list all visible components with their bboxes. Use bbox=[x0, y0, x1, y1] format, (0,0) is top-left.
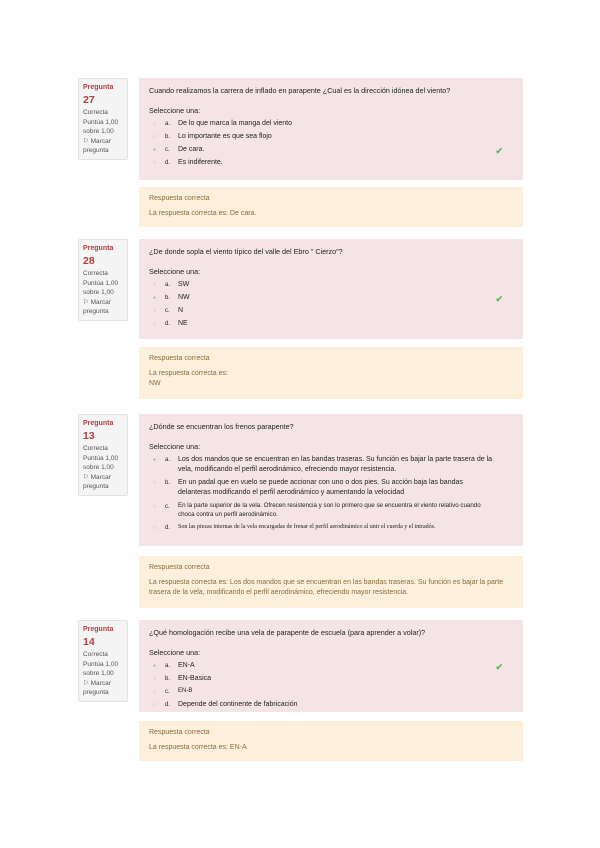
feedback-title: Respuesta correcta bbox=[149, 355, 210, 362]
flag-question-link[interactable]: ⚐ Marcar pregunta bbox=[83, 137, 111, 155]
question-status: Correcta bbox=[83, 651, 108, 659]
question-score-max: sobre 1,00 bbox=[83, 128, 114, 136]
answer-option[interactable]: ○ b. EN-Basica bbox=[153, 675, 212, 683]
check-icon: ✔ bbox=[495, 662, 503, 672]
question-score: Puntúa 1,00 bbox=[83, 660, 119, 668]
check-icon: ✔ bbox=[495, 146, 503, 157]
feedback-text: La respuesta correcta es: Los dos mandos que se encuentran en las bandas traseras. Su función es bajar la parte trasera de la vela, modificando el perfil aerodinámico, efreciendo mayor resistencia. bbox=[149, 578, 504, 596]
feedback-text: La respuesta correcta es: De cara. bbox=[149, 209, 257, 217]
question-score-max: sobre 1,00 bbox=[83, 670, 114, 678]
radio-button[interactable]: ○ bbox=[153, 676, 157, 683]
check-icon: ✔ bbox=[495, 294, 503, 305]
radio-button[interactable]: ○ bbox=[153, 689, 157, 696]
question-number: Pregunta 14 bbox=[83, 626, 114, 649]
question-score: Puntúa 1,00 bbox=[83, 279, 119, 287]
question-score: Puntúa 1,00 bbox=[83, 454, 119, 462]
radio-button[interactable]: ○ bbox=[153, 121, 157, 127]
answer-option[interactable]: ● a. Los dos mandos que se encuentran en las bandas traseras. Su función es bajar la parte trasera de la vela, modificando el perfil aerodinámico, efreciendo mayor resistencia. bbox=[153, 456, 493, 474]
radio-button[interactable]: ○ bbox=[153, 480, 157, 487]
radio-button[interactable]: ○ bbox=[153, 524, 157, 531]
answer-option[interactable]: ○ c. N bbox=[153, 307, 184, 315]
flag-icon: ⚐ bbox=[83, 679, 91, 687]
radio-button[interactable]: ○ bbox=[153, 503, 157, 510]
question-number: Pregunta 27 bbox=[83, 84, 114, 107]
question-status: Correcta bbox=[83, 445, 108, 453]
feedback-box-14 bbox=[139, 721, 523, 761]
question-info-28 bbox=[78, 239, 128, 321]
answer-option[interactable]: ○ c. EN-B bbox=[153, 688, 193, 696]
flag-question-link[interactable]: ⚐ Marcar pregunta bbox=[83, 298, 111, 316]
question-text: ¿Dónde se encuentran los frenos parapente? bbox=[149, 422, 294, 431]
select-prompt: Seleccione una: bbox=[149, 648, 201, 657]
question-info-13 bbox=[78, 414, 128, 496]
answer-option[interactable]: ○ a. SW bbox=[153, 281, 190, 288]
feedback-title: Respuesta correcta bbox=[149, 195, 210, 202]
select-prompt: Seleccione una: bbox=[149, 442, 201, 451]
answer-option[interactable]: ○ d. Es indiferente. bbox=[153, 159, 223, 167]
answer-option[interactable]: ○ d. Depende del continente de fabricación bbox=[153, 700, 298, 708]
feedback-answer: NW bbox=[149, 380, 161, 387]
flag-question-link[interactable]: ⚐ Marcar pregunta bbox=[83, 473, 111, 491]
radio-button[interactable]: ○ bbox=[153, 321, 157, 328]
radio-button-selected[interactable]: ● bbox=[153, 457, 157, 463]
feedback-box-13 bbox=[139, 556, 523, 608]
radio-button[interactable]: ○ bbox=[153, 701, 157, 708]
select-prompt: Seleccione una: bbox=[149, 106, 201, 115]
radio-button[interactable]: ○ bbox=[153, 308, 157, 315]
question-score-max: sobre 1,00 bbox=[83, 464, 114, 472]
question-box-28 bbox=[139, 239, 523, 339]
feedback-title: Respuesta correcta bbox=[149, 729, 210, 736]
question-number: Pregunta 13 bbox=[83, 420, 114, 443]
answer-option[interactable]: ● a. EN-A ✔ bbox=[149, 661, 513, 671]
answer-option[interactable]: ○ d. Son las piezas internas de la vela encargadas de frenar el perfil aerodinámico al unir el cuerda y el intradós. bbox=[153, 523, 436, 531]
question-text: ¿Qué homologación recibe una vela de parapente de escuela (para aprender a volar)? bbox=[149, 628, 426, 637]
flag-question-link[interactable]: ⚐ Marcar pregunta bbox=[83, 679, 111, 697]
flag-icon: ⚐ bbox=[83, 298, 91, 306]
answer-option[interactable]: ○ a. De lo que marca la manga del viento bbox=[153, 120, 293, 127]
answer-option[interactable]: ○ c. En la parte superior de la vela. Ofrecen resistencia y son lo primero que se encuentra el viento relativo cuando choca contra un perfil aerodinámico. bbox=[153, 501, 481, 518]
question-box-14 bbox=[139, 620, 523, 712]
feedback-title: Respuesta correcta bbox=[149, 564, 210, 571]
radio-button[interactable]: ○ bbox=[153, 282, 157, 288]
radio-button-selected[interactable]: ● bbox=[153, 295, 157, 302]
select-prompt: Seleccione una: bbox=[149, 267, 201, 276]
feedback-text: La respuesta correcta es: bbox=[149, 369, 228, 377]
question-info-27 bbox=[78, 78, 128, 160]
question-status: Correcta bbox=[83, 109, 108, 117]
question-number: Pregunta 28 bbox=[83, 245, 114, 268]
radio-button-selected[interactable]: ● bbox=[153, 147, 157, 154]
question-info-14 bbox=[78, 620, 128, 702]
feedback-text: La respuesta correcta es: EN-A bbox=[149, 743, 247, 751]
question-text: Cuando realizamos la carrera de inflado en parapente ¿Cual es la dirección idónea del viento? bbox=[149, 86, 451, 95]
feedback-box-27 bbox=[139, 187, 523, 227]
answer-option[interactable]: ○ d. NE bbox=[153, 320, 188, 328]
answer-option[interactable]: ○ b. En un padal que en vuelo se puede accionar con uno o dos pies. Su acción baja las bandas delanteras modificando el perfil aerodinámico y aumentando la velocidad bbox=[153, 479, 463, 497]
flag-icon: ⚐ bbox=[83, 137, 91, 145]
question-box-13 bbox=[139, 414, 523, 546]
question-score: Puntúa 1,00 bbox=[83, 118, 119, 126]
question-score-max: sobre 1,00 bbox=[83, 289, 114, 297]
answer-option[interactable]: ○ b. Lo importante es que sea flojo bbox=[153, 133, 272, 141]
question-status: Correcta bbox=[83, 270, 108, 278]
flag-icon: ⚐ bbox=[83, 473, 91, 481]
answer-option[interactable]: ● c. De cara. ✔ bbox=[149, 145, 513, 155]
radio-button[interactable]: ○ bbox=[153, 134, 157, 141]
radio-button[interactable]: ○ bbox=[153, 160, 157, 167]
radio-button-selected[interactable]: ● bbox=[153, 663, 157, 669]
feedback-box-28 bbox=[139, 347, 523, 399]
answer-option[interactable]: ● b. NW ✔ bbox=[149, 293, 513, 303]
question-text: ¿De donde sopla el viento típico del valle del Ebro " Cierzo"? bbox=[149, 247, 343, 256]
question-box-27 bbox=[139, 78, 523, 180]
